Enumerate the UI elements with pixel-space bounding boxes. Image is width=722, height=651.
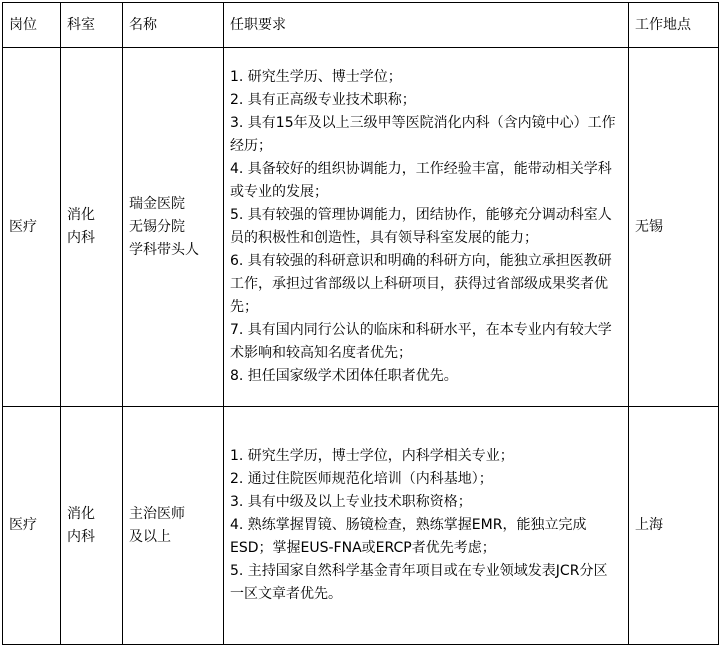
title-line: 主治医师 xyxy=(129,505,185,522)
header-post: 岗位 xyxy=(3,3,61,48)
dept-line: 消化 xyxy=(67,505,95,522)
dept-line: 内科 xyxy=(67,528,95,545)
title-line: 及以上 xyxy=(129,528,171,545)
table-row xyxy=(3,407,719,645)
dept-cell xyxy=(61,48,123,407)
requirement-item: 1. 研究生学历、博士学位； xyxy=(230,69,402,85)
table-row xyxy=(3,48,719,407)
title-line: 无锡分院 xyxy=(129,218,185,235)
title-line: 学科带头人 xyxy=(129,241,199,258)
post-cell: 医疗 xyxy=(3,48,61,407)
requirement-item: 1. 研究生学历，博士学位，内科学相关专业； xyxy=(230,448,514,464)
dept-cell xyxy=(61,407,123,645)
dept-line: 消化 xyxy=(67,207,95,223)
header-requirements: 任职要求 xyxy=(224,3,629,48)
requirement-item: 5. 具有较强的管理协调能力，团结协作，能够充分调动科室人员的积极性和创造性，具有领导科室发展的能力； xyxy=(230,207,612,246)
requirement-item: 3. 具有中级及以上专业技术职称资格； xyxy=(230,494,472,510)
header-location: 工作地点 xyxy=(629,3,719,48)
header-dept: 科室 xyxy=(61,3,123,48)
requirement-item: 5. 主持国家自然科学基金青年项目或在专业领域发表JCR分区一区文章者优先。 xyxy=(230,563,608,602)
requirements-cell xyxy=(224,48,629,407)
title-cell xyxy=(123,407,224,645)
requirement-item: 7. 具有国内同行公认的临床和科研水平，在本专业内有较大学术影响和较高知名度者优先； xyxy=(230,322,612,361)
requirement-item: 2. 具有正高级专业技术职称； xyxy=(230,92,416,108)
requirement-item: 6. 具有较强的科研意识和明确的科研方向，能独立承担医教研工作，承担过省部级以上科研项目，获得过省部级成果奖者优先； xyxy=(230,253,612,315)
requirement-item: 3. 具有15年及以上三级甲等医院消化内科（含内镜中心）工作经历； xyxy=(230,115,616,154)
location-cell: 无锡 xyxy=(629,48,719,407)
requirements-cell xyxy=(224,407,629,645)
header-title: 名称 xyxy=(123,3,224,48)
requirement-item: 8. 担任国家级学术团体任职者优先。 xyxy=(230,368,458,384)
post-cell: 医疗 xyxy=(3,407,61,645)
title-cell xyxy=(123,48,224,407)
location-cell: 上海 xyxy=(629,407,719,645)
requirement-item: 4. 具备较好的组织协调能力，工作经验丰富，能带动相关学科或专业的发展； xyxy=(230,161,612,200)
job-requirements-table xyxy=(2,2,719,645)
title-line: 瑞金医院 xyxy=(129,195,185,212)
requirement-item: 2. 通过住院医师规范化培训（内科基地）； xyxy=(230,471,493,487)
dept-line: 内科 xyxy=(67,230,95,246)
requirement-item: 4. 熟练掌握胃镜、肠镜检查，熟练掌握EMR，能独立完成ESD；掌握EUS-FNA或ERCP者优先考虑； xyxy=(230,517,587,556)
header-row xyxy=(3,3,719,48)
